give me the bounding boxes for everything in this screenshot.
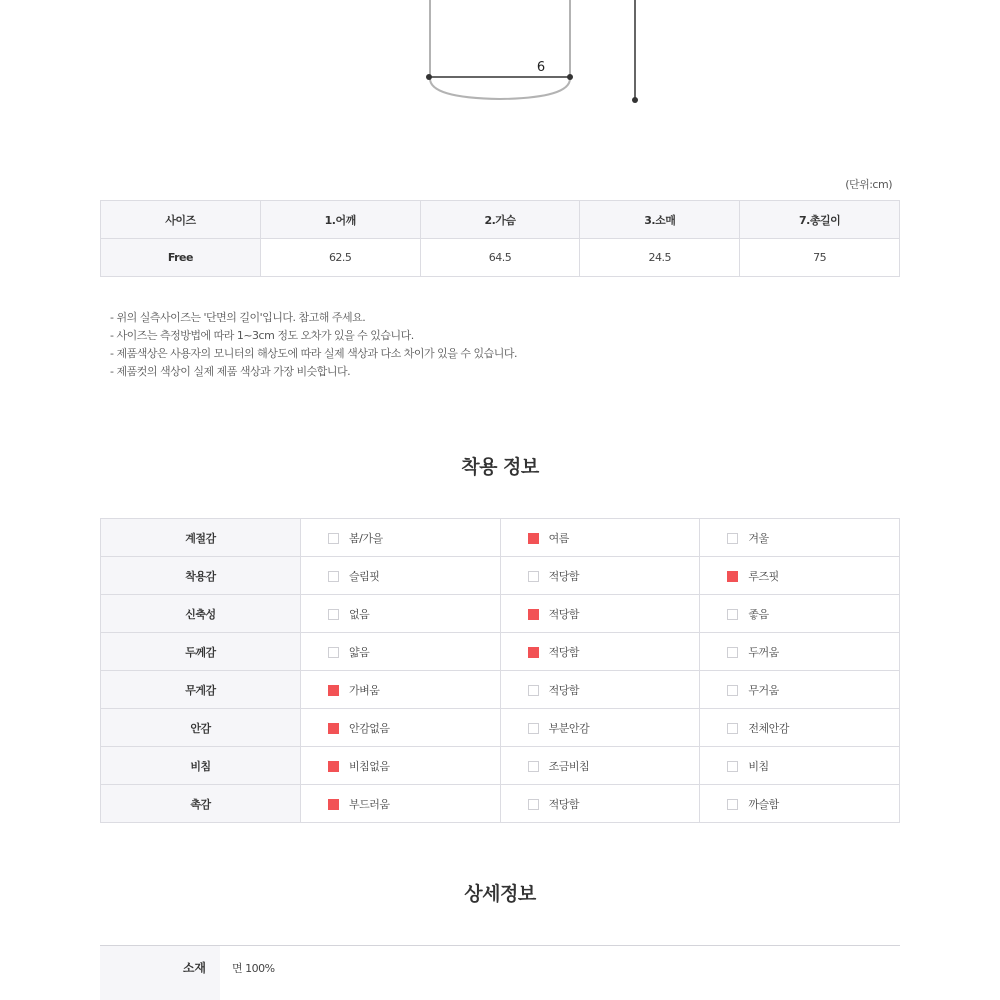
wear-row: [101, 519, 900, 557]
wear-option: [500, 633, 700, 671]
wear-option-label: 비침: [748, 759, 769, 773]
size-value-cell: 24.5: [580, 239, 740, 277]
wear-option-label: 얇음: [349, 645, 370, 659]
checked-box-icon: [328, 723, 339, 734]
detail-info-title: 상세정보: [464, 883, 536, 905]
wear-option: [700, 747, 900, 785]
wear-option: [700, 557, 900, 595]
checked-box-icon: [328, 799, 339, 810]
wear-info-title: 착용 정보: [461, 456, 539, 478]
wear-option-label: 적당함: [548, 645, 580, 659]
wear-option: [301, 633, 501, 671]
wear-option-label: 루즈핏: [748, 569, 779, 583]
wear-option-label: 두꺼움: [748, 645, 779, 659]
size-name-cell: Free: [101, 239, 261, 277]
checked-box-icon: [727, 571, 738, 582]
wear-option: [301, 785, 501, 823]
wear-option: [500, 709, 700, 747]
size-header-cell: 1.어깨: [260, 201, 420, 239]
wear-option-label: 전체안감: [748, 721, 789, 735]
wear-option: [301, 557, 501, 595]
wear-row-label: 착용감: [101, 557, 301, 595]
size-table-row: [101, 239, 900, 277]
size-header-cell: 2.가슴: [420, 201, 580, 239]
wear-row: [101, 785, 900, 823]
size-header-cell: 사이즈: [101, 201, 261, 239]
wear-info-table: [100, 518, 900, 823]
wear-option-label: 조금비침: [548, 759, 590, 773]
measure-point: [426, 74, 432, 80]
wear-option: [500, 595, 700, 633]
wear-option: [301, 709, 501, 747]
wear-row: [101, 595, 900, 633]
wear-option-label: 무거움: [748, 683, 779, 697]
size-measurement-diagram: [0, 0, 1000, 110]
wear-option: [700, 633, 900, 671]
unchecked-box-icon: [727, 609, 738, 620]
wear-option: [700, 785, 900, 823]
measure-label: 6: [536, 60, 546, 75]
checked-box-icon: [528, 609, 539, 620]
wear-option: [301, 595, 501, 633]
unchecked-box-icon: [328, 609, 339, 620]
size-header-cell: 7.총길이: [740, 201, 900, 239]
wear-option: [500, 747, 700, 785]
checked-box-icon: [528, 533, 539, 544]
unchecked-box-icon: [528, 723, 539, 734]
wear-option-label: 슬림핏: [349, 569, 380, 583]
unchecked-box-icon: [328, 571, 339, 582]
note-item: - 제품색상은 사용자의 모니터의 해상도에 따라 실제 색상과 다소 차이가 있을 수 있습니다.: [110, 347, 517, 360]
unchecked-box-icon: [727, 761, 738, 772]
wear-row-label: 안감: [101, 709, 301, 747]
size-notes: [110, 309, 517, 381]
wear-option-label: 적당함: [548, 607, 580, 621]
size-value-cell: 64.5: [420, 239, 580, 277]
detail-row: [100, 946, 900, 1000]
wear-row: [101, 633, 900, 671]
wear-row: [101, 747, 900, 785]
wear-option-label: 비침없음: [349, 759, 390, 773]
wear-option-label: 적당함: [548, 797, 580, 811]
wear-option: [500, 519, 700, 557]
size-table-header-row: [101, 201, 900, 239]
wear-option-label: 가벼움: [349, 683, 380, 697]
detail-value: 면 100%: [232, 962, 275, 975]
checked-box-icon: [328, 761, 339, 772]
wear-row-label: 비침: [101, 747, 301, 785]
wear-option-label: 부분안감: [548, 721, 590, 735]
wear-row-label: 신축성: [101, 595, 301, 633]
note-item: - 제품컷의 색상이 실제 제품 색상과 가장 비슷합니다.: [110, 365, 351, 378]
unchecked-box-icon: [727, 723, 738, 734]
unchecked-box-icon: [727, 799, 738, 810]
measure-point: [567, 74, 573, 80]
wear-option-label: 부드러움: [349, 797, 390, 811]
wear-option-label: 여름: [548, 531, 569, 545]
length-point: [632, 97, 638, 103]
wear-option-label: 적당함: [548, 683, 580, 697]
wear-row-label: 무게감: [101, 671, 301, 709]
size-table: [100, 200, 900, 277]
wear-row: [101, 557, 900, 595]
unchecked-box-icon: [528, 571, 539, 582]
unchecked-box-icon: [328, 533, 339, 544]
wear-option-label: 겨울: [748, 531, 769, 545]
note-item: - 사이즈는 측정방법에 따라 1~3cm 정도 오차가 있을 수 있습니다.: [110, 329, 414, 342]
unchecked-box-icon: [528, 761, 539, 772]
detail-key: 소재: [100, 946, 220, 1000]
wear-option: [700, 671, 900, 709]
note-item: - 위의 실측사이즈는 '단면의 길이'입니다. 참고해 주세요.: [110, 311, 366, 324]
size-header-cell: 3.소매: [580, 201, 740, 239]
wear-option: [700, 519, 900, 557]
wear-option: [500, 785, 700, 823]
wear-row-label: 촉감: [101, 785, 301, 823]
wear-row-label: 두께감: [101, 633, 301, 671]
wear-option: [301, 747, 501, 785]
unchecked-box-icon: [727, 533, 738, 544]
unchecked-box-icon: [727, 647, 738, 658]
wear-option-label: 없음: [349, 607, 370, 621]
unit-label: (단위:cm): [845, 178, 892, 191]
checked-box-icon: [528, 647, 539, 658]
size-value-cell: 75: [740, 239, 900, 277]
wear-option: [500, 671, 700, 709]
wear-option: [700, 595, 900, 633]
wear-row: [101, 709, 900, 747]
wear-option: [500, 557, 700, 595]
checked-box-icon: [328, 685, 339, 696]
wear-option-label: 적당함: [548, 569, 580, 583]
wear-row-label: 계절감: [101, 519, 301, 557]
unchecked-box-icon: [528, 799, 539, 810]
unchecked-box-icon: [727, 685, 738, 696]
wear-option-label: 안감없음: [349, 721, 390, 735]
wear-option-label: 좋음: [748, 607, 769, 621]
wear-option: [301, 519, 501, 557]
wear-option: [301, 671, 501, 709]
wear-option-label: 봄/가을: [349, 531, 383, 545]
garment-outline: [430, 0, 570, 99]
size-value-cell: 62.5: [260, 239, 420, 277]
wear-row: [101, 671, 900, 709]
unchecked-box-icon: [328, 647, 339, 658]
unchecked-box-icon: [528, 685, 539, 696]
wear-option-label: 까슬함: [748, 797, 779, 811]
wear-option: [700, 709, 900, 747]
